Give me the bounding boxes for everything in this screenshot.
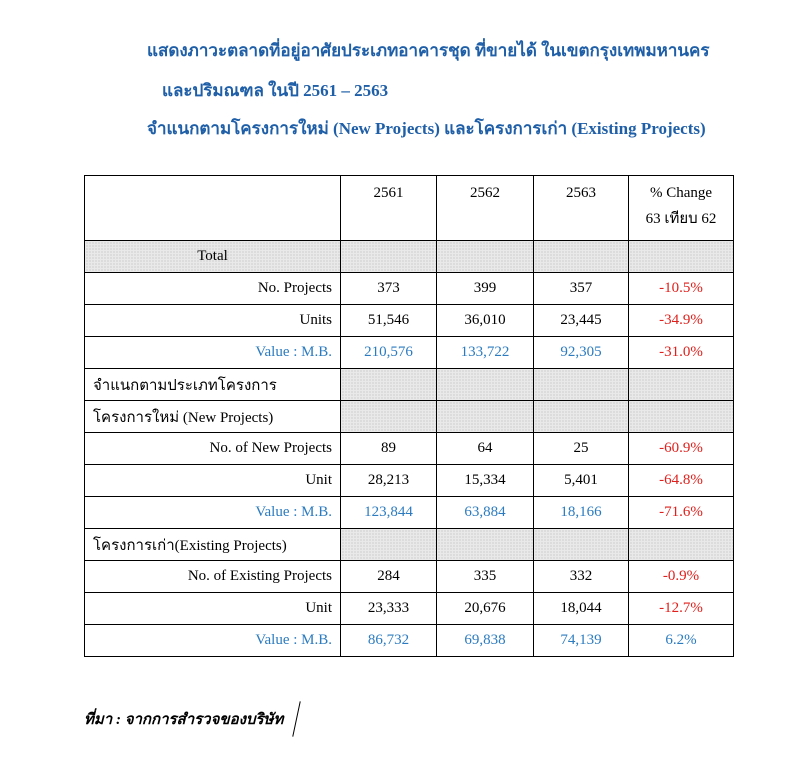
section-new-row [85,401,734,433]
header-row [85,176,734,241]
table-row: No. of New Projects 89 64 25 -60.9% [85,433,734,465]
header-change [629,176,734,241]
title-line-2: และปริมณฑล ในปี 2561 – 2563 [162,81,389,100]
table-row: Units 51,546 36,010 23,445 -34.9% [85,305,734,337]
section-total-row [85,241,734,273]
header-change-line-1: % Change [649,185,713,201]
header-blank-cell [85,176,341,241]
table-row: Value : M.B. 123,844 63,884 18,166 -71.6% [85,497,734,529]
source-note: ที่มา : จากการสำรวจของบริษัท [84,712,284,728]
table-row: Unit 28,213 15,334 5,401 -64.8% [85,465,734,497]
title-line-1: แสดงภาวะตลาดที่อยู่อาศัยประเภทอาคารชุด ที่ขายได้ ในเขตกรุงเทพมหานคร [147,41,710,60]
header-2561: 2561 [341,176,437,241]
header-2562: 2562 [437,176,534,241]
table-row: No. of Existing Projects 284 335 332 -0.9% [85,561,734,593]
table-row: Value : M.B. 86,732 69,838 74,139 6.2% [85,625,734,657]
section-existing-row [85,529,734,561]
section-total-label: Total [85,241,341,273]
table-row: Value : M.B. 210,576 133,722 92,305 -31.0% [85,337,734,369]
section-by-type-row [85,369,734,401]
table-row: Unit 23,333 20,676 18,044 -12.7% [85,593,734,625]
header-2563: 2563 [534,176,629,241]
condo-market-table [84,175,734,657]
header-change-line-2: 63 เทียบ 62 [645,211,717,227]
section-new-label: โครงการใหม่ (New Projects) [85,401,341,433]
text-cursor [292,701,300,736]
table-row: No. Projects 373 399 357 -10.5% [85,273,734,305]
section-existing-label: โครงการเก่า(Existing Projects) [85,529,341,561]
section-by-type-label: จำแนกตามประเภทโครงการ [85,369,341,401]
title-line-3: จำแนกตามโครงการใหม่ (New Projects) และโครงการเก่า (Existing Projects) [147,119,706,138]
